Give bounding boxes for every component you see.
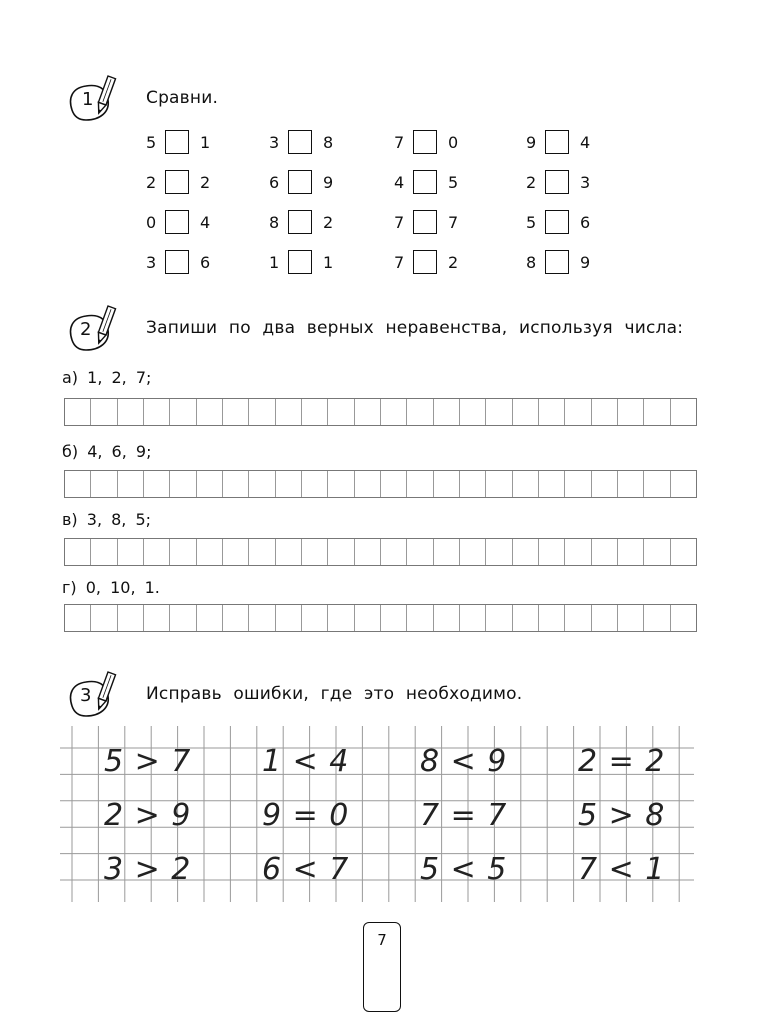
answer-cell[interactable]	[381, 605, 407, 631]
answer-cell[interactable]	[302, 471, 328, 497]
answer-cell[interactable]	[407, 471, 433, 497]
task-number-badge	[64, 70, 128, 126]
answer-cell[interactable]	[170, 471, 196, 497]
comparison-pair	[269, 210, 369, 238]
answer-cell[interactable]	[460, 399, 486, 425]
answer-cell[interactable]	[302, 399, 328, 425]
comparison-sign-box[interactable]	[413, 210, 437, 234]
sub-task-label: а) 1, 2, 7;	[62, 368, 152, 387]
answer-cell[interactable]	[118, 399, 144, 425]
answer-cell[interactable]	[65, 539, 91, 565]
answer-cell[interactable]	[328, 539, 354, 565]
answer-cell[interactable]	[486, 539, 512, 565]
answer-cell[interactable]	[328, 471, 354, 497]
answer-cell[interactable]	[644, 539, 670, 565]
comparison-pair	[526, 210, 626, 238]
comparison-sign-box[interactable]	[165, 250, 189, 274]
answer-cell[interactable]	[118, 539, 144, 565]
comparison-pair	[526, 130, 626, 158]
answer-cell[interactable]	[434, 471, 460, 497]
answer-cell[interactable]	[249, 399, 275, 425]
answer-cell[interactable]	[223, 539, 249, 565]
comparison-sign-box[interactable]	[413, 250, 437, 274]
answer-cell[interactable]	[618, 605, 644, 631]
pencil-icon	[64, 300, 128, 356]
answer-cell[interactable]	[513, 471, 539, 497]
right-number: 2	[323, 213, 334, 232]
answer-cell[interactable]	[276, 399, 302, 425]
handwritten-expression: 7 < 1	[578, 852, 666, 887]
right-number: 3	[580, 173, 591, 192]
answer-cell[interactable]	[513, 399, 539, 425]
pencil-icon	[64, 70, 128, 126]
comparison-pair	[526, 170, 626, 198]
comparison-sign-box[interactable]	[288, 170, 312, 194]
answer-cell[interactable]	[249, 605, 275, 631]
answer-cell[interactable]	[91, 605, 117, 631]
right-number: 4	[580, 133, 591, 152]
right-number: 2	[200, 173, 211, 192]
handwritten-expression: 6 < 7	[262, 852, 350, 887]
answer-cell[interactable]	[565, 399, 591, 425]
answer-cell[interactable]	[65, 605, 91, 631]
answer-cell[interactable]	[539, 399, 565, 425]
answer-cell[interactable]	[223, 605, 249, 631]
right-number: 4	[200, 213, 211, 232]
answer-cell[interactable]	[170, 605, 196, 631]
right-number: 5	[448, 173, 459, 192]
sub-task-label: в) 3, 8, 5;	[62, 510, 152, 529]
task-number: 3	[80, 685, 92, 706]
answer-cell[interactable]	[170, 399, 196, 425]
answer-cells[interactable]	[64, 470, 697, 498]
task-number-badge	[64, 300, 128, 356]
handwritten-expression: 1 < 4	[262, 744, 350, 779]
comparison-pair	[394, 250, 494, 278]
left-number: 6	[269, 173, 280, 192]
right-number: 2	[448, 253, 459, 272]
answer-cell[interactable]	[513, 539, 539, 565]
answer-cell[interactable]	[618, 539, 644, 565]
answer-cell[interactable]	[197, 471, 223, 497]
answer-cell[interactable]	[302, 605, 328, 631]
comparison-pair	[269, 130, 369, 158]
answer-cell[interactable]	[592, 539, 618, 565]
answer-cell[interactable]	[355, 605, 381, 631]
answer-cell[interactable]	[671, 399, 696, 425]
answer-cell[interactable]	[197, 399, 223, 425]
comparison-sign-box[interactable]	[288, 250, 312, 274]
answer-cell[interactable]	[249, 471, 275, 497]
page-number-tab	[363, 922, 401, 1012]
answer-cell[interactable]	[539, 471, 565, 497]
comparison-sign-box[interactable]	[165, 170, 189, 194]
answer-cells[interactable]	[64, 398, 697, 426]
answer-cell[interactable]	[671, 471, 696, 497]
answer-cell[interactable]	[460, 605, 486, 631]
answer-cell[interactable]	[539, 605, 565, 631]
left-number: 5	[526, 213, 537, 232]
answer-cell[interactable]	[355, 471, 381, 497]
handwritten-expression: 5 > 7	[104, 744, 192, 779]
comparison-pair	[146, 170, 246, 198]
answer-cell[interactable]	[565, 605, 591, 631]
comparison-pair	[146, 250, 246, 278]
handwritten-expression: 8 < 9	[420, 744, 508, 779]
left-number: 8	[526, 253, 537, 272]
answer-cell[interactable]	[144, 399, 170, 425]
comparison-sign-box[interactable]	[545, 170, 569, 194]
answer-cell[interactable]	[302, 539, 328, 565]
answer-cell[interactable]	[565, 471, 591, 497]
answer-cell[interactable]	[460, 471, 486, 497]
task-title: Исправь ошибки, где это необходимо.	[146, 684, 523, 704]
comparison-sign-box[interactable]	[413, 130, 437, 154]
left-number: 8	[269, 213, 280, 232]
answer-cell[interactable]	[223, 399, 249, 425]
right-number: 7	[448, 213, 459, 232]
comparison-sign-box[interactable]	[545, 250, 569, 274]
right-number: 9	[323, 173, 334, 192]
comparison-sign-box[interactable]	[413, 170, 437, 194]
answer-cell[interactable]	[565, 539, 591, 565]
comparison-pair	[146, 210, 246, 238]
answer-cell[interactable]	[381, 539, 407, 565]
answer-cell[interactable]	[381, 399, 407, 425]
left-number: 3	[269, 133, 280, 152]
answer-cell[interactable]	[618, 399, 644, 425]
left-number: 7	[394, 253, 405, 272]
answer-cell[interactable]	[486, 605, 512, 631]
left-number: 5	[146, 133, 157, 152]
handwritten-expression: 2 = 2	[578, 744, 666, 779]
right-number: 6	[580, 213, 591, 232]
answer-cell[interactable]	[513, 605, 539, 631]
answer-cell[interactable]	[197, 539, 223, 565]
comparison-pair	[394, 210, 494, 238]
handwritten-expression: 5 > 8	[578, 798, 666, 833]
answer-cell[interactable]	[434, 539, 460, 565]
task-title: Сравни.	[146, 88, 219, 108]
answer-cell[interactable]	[592, 399, 618, 425]
answer-cell[interactable]	[276, 471, 302, 497]
answer-cells[interactable]	[64, 604, 697, 632]
comparison-sign-box[interactable]	[288, 210, 312, 234]
handwritten-expression: 2 > 9	[104, 798, 192, 833]
left-number: 2	[526, 173, 537, 192]
answer-cell[interactable]	[671, 605, 696, 631]
right-number: 8	[323, 133, 334, 152]
left-number: 7	[394, 133, 405, 152]
answer-cell[interactable]	[91, 539, 117, 565]
answer-cell[interactable]	[328, 399, 354, 425]
answer-cell[interactable]	[144, 471, 170, 497]
right-number: 0	[448, 133, 459, 152]
answer-cell[interactable]	[118, 605, 144, 631]
left-number: 3	[146, 253, 157, 272]
answer-cell[interactable]	[197, 605, 223, 631]
handwritten-expression: 7 = 7	[420, 798, 508, 833]
left-number: 4	[394, 173, 405, 192]
pencil-icon	[64, 666, 128, 722]
task-title: Запиши по два верных неравенства, используя числа:	[146, 318, 684, 338]
left-number: 9	[526, 133, 537, 152]
answer-cell[interactable]	[276, 539, 302, 565]
comparison-pair	[394, 170, 494, 198]
answer-cell[interactable]	[486, 399, 512, 425]
answer-cell[interactable]	[91, 471, 117, 497]
answer-cell[interactable]	[434, 399, 460, 425]
task-number: 2	[80, 319, 92, 340]
answer-cell[interactable]	[592, 471, 618, 497]
answer-cell[interactable]	[144, 605, 170, 631]
answer-cell[interactable]	[644, 399, 670, 425]
answer-cell[interactable]	[671, 539, 696, 565]
comparison-sign-box[interactable]	[545, 130, 569, 154]
handwritten-expression: 9 = 0	[262, 798, 350, 833]
comparison-sign-box[interactable]	[165, 130, 189, 154]
comparison-pair	[394, 130, 494, 158]
comparison-sign-box[interactable]	[545, 210, 569, 234]
answer-cells[interactable]	[64, 538, 697, 566]
answer-cell[interactable]	[223, 471, 249, 497]
answer-cell[interactable]	[91, 399, 117, 425]
answer-cell[interactable]	[328, 605, 354, 631]
answer-cell[interactable]	[644, 471, 670, 497]
answer-cell[interactable]	[249, 539, 275, 565]
left-number: 0	[146, 213, 157, 232]
handwritten-expression: 5 < 5	[420, 852, 508, 887]
left-number: 2	[146, 173, 157, 192]
task-number-badge	[64, 666, 128, 722]
left-number: 1	[269, 253, 280, 272]
answer-cell[interactable]	[539, 539, 565, 565]
left-number: 7	[394, 213, 405, 232]
comparison-pair	[269, 250, 369, 278]
answer-cell[interactable]	[355, 399, 381, 425]
answer-cell[interactable]	[65, 399, 91, 425]
right-number: 1	[323, 253, 334, 272]
answer-cell[interactable]	[276, 605, 302, 631]
sub-task-label: г) 0, 10, 1.	[62, 578, 160, 597]
comparison-pair	[146, 130, 246, 158]
answer-cell[interactable]	[355, 539, 381, 565]
answer-cell[interactable]	[65, 471, 91, 497]
task-number: 1	[82, 89, 94, 110]
sub-task-label: б) 4, 6, 9;	[62, 442, 152, 461]
comparison-pair	[269, 170, 369, 198]
handwritten-expression: 3 > 2	[104, 852, 192, 887]
right-number: 1	[200, 133, 211, 152]
answer-cell[interactable]	[407, 539, 433, 565]
answer-cell[interactable]	[644, 605, 670, 631]
comparison-pair	[526, 250, 626, 278]
answer-cell[interactable]	[144, 539, 170, 565]
answer-cell[interactable]	[486, 471, 512, 497]
answer-cell[interactable]	[434, 605, 460, 631]
answer-cell[interactable]	[407, 605, 433, 631]
answer-cell[interactable]	[592, 605, 618, 631]
answer-cell[interactable]	[170, 539, 196, 565]
answer-cell[interactable]	[118, 471, 144, 497]
answer-cell[interactable]	[618, 471, 644, 497]
right-number: 6	[200, 253, 211, 272]
answer-cell[interactable]	[460, 539, 486, 565]
right-number: 9	[580, 253, 591, 272]
answer-cell[interactable]	[407, 399, 433, 425]
comparison-sign-box[interactable]	[165, 210, 189, 234]
comparison-sign-box[interactable]	[288, 130, 312, 154]
page-number: 7	[377, 931, 387, 949]
answer-cell[interactable]	[381, 471, 407, 497]
